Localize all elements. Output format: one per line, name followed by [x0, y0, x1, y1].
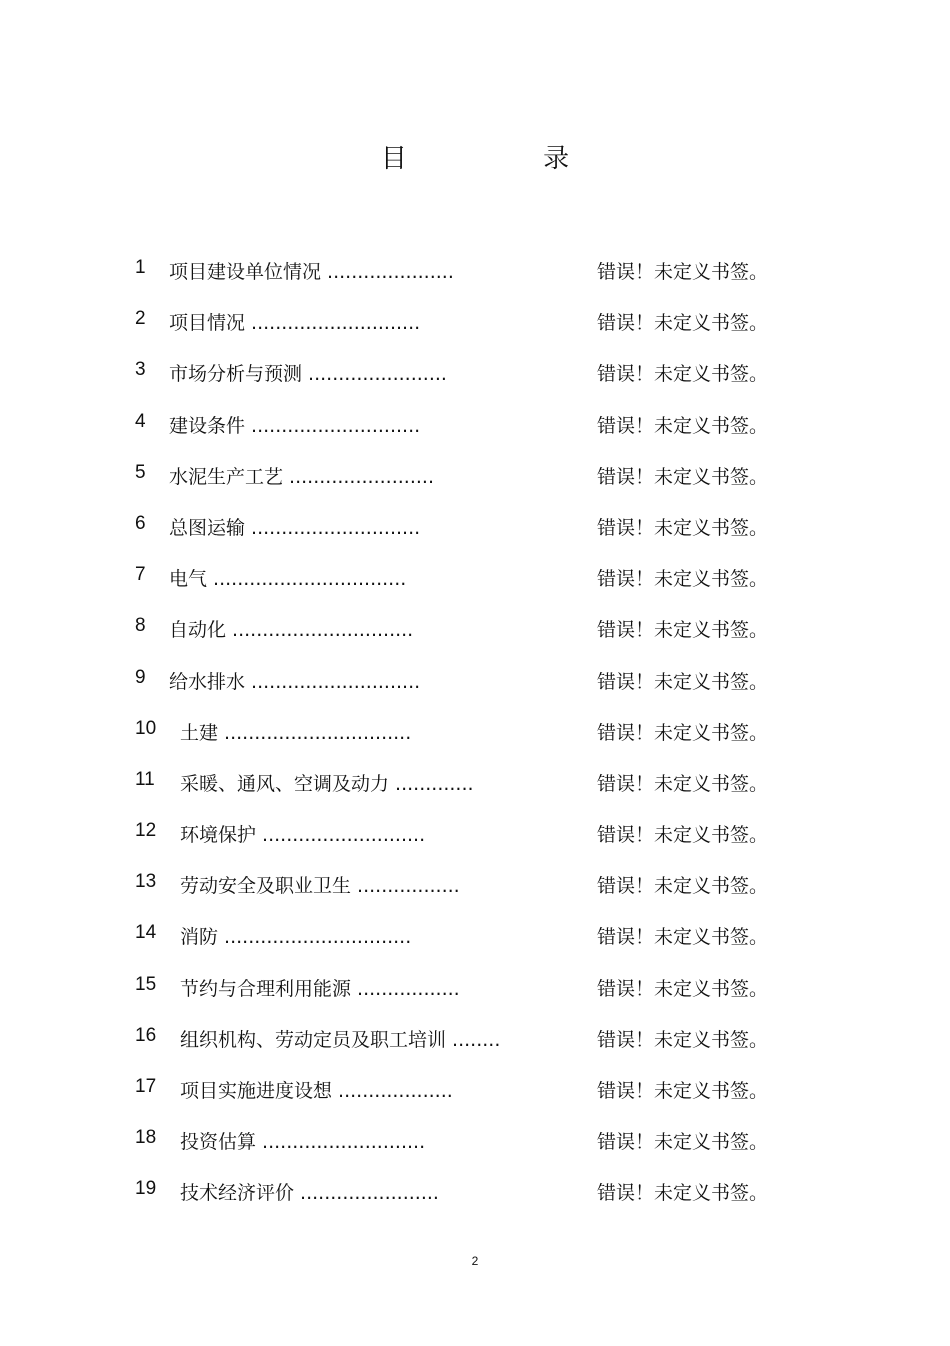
toc-entry[interactable]	[0, 663, 950, 714]
toc-entry[interactable]	[0, 765, 950, 816]
toc-entry-page-ref: 错误！未定义书签。	[597, 619, 769, 642]
toc-entry-label: 总图运输 ............................	[169, 516, 421, 539]
toc-entry-number: 5	[135, 461, 146, 483]
toc-entry-label: 采暖、通风、空调及动力 .............	[180, 772, 474, 795]
toc-entry-page-ref: 错误！未定义书签。	[597, 1028, 769, 1051]
toc-entry-label: 投资估算 ...........................	[180, 1131, 426, 1154]
toc-entry-page-ref: 错误！未定义书签。	[597, 465, 769, 488]
toc-entry-label: 电气 ................................	[169, 568, 407, 591]
toc-entry-page-ref: 错误！未定义书签。	[597, 721, 769, 744]
toc-entry-number: 13	[135, 871, 157, 893]
toc-entry-label: 项目情况 ............................	[169, 312, 421, 335]
toc-title: 目 录	[380, 144, 634, 174]
page-number: 2	[471, 1254, 479, 1268]
toc-entry-label: 环境保护 ...........................	[180, 824, 426, 847]
toc-entry-number: 11	[135, 768, 155, 790]
toc-entry-number: 18	[135, 1127, 157, 1149]
toc-entry-page-ref: 错误！未定义书签。	[597, 926, 769, 949]
toc-entry-number: 6	[135, 512, 146, 534]
toc-entry[interactable]	[0, 407, 950, 458]
toc-entry-label: 土建 ...............................	[180, 721, 412, 744]
toc-entry[interactable]	[0, 970, 950, 1021]
toc-entry[interactable]	[0, 1174, 950, 1225]
toc-entry[interactable]	[0, 714, 950, 765]
toc-entry[interactable]	[0, 1072, 950, 1123]
toc-entry-label: 组织机构、劳动定员及职工培训 ........	[180, 1028, 501, 1051]
toc-entry-number: 8	[135, 615, 146, 637]
toc-entry-page-ref: 错误！未定义书签。	[597, 977, 769, 1000]
toc-entry[interactable]	[0, 304, 950, 355]
toc-entry-number: 1	[135, 257, 146, 278]
toc-entry-page-ref: 错误！未定义书签。	[597, 516, 769, 539]
toc-entry-page-ref: 错误！未定义书签。	[597, 824, 769, 847]
toc-entry-page-ref: 错误！未定义书签。	[597, 1131, 769, 1154]
toc-entry-number: 15	[135, 973, 157, 995]
toc-entry[interactable]	[0, 1123, 950, 1174]
toc-entry[interactable]	[0, 355, 950, 406]
toc-entry-page-ref: 错误！未定义书签。	[597, 261, 769, 283]
toc-entry-label: 劳动安全及职业卫生 .................	[180, 875, 460, 898]
toc-entry-number: 9	[135, 666, 146, 688]
toc-entry-number: 2	[135, 308, 146, 330]
toc-entry[interactable]	[0, 458, 950, 509]
toc-entry[interactable]	[0, 611, 950, 662]
toc-entry[interactable]	[0, 560, 950, 611]
toc-entry-number: 7	[135, 564, 146, 586]
toc-entry-number: 4	[135, 410, 146, 432]
toc-entry[interactable]	[0, 816, 950, 867]
toc-entry[interactable]	[0, 918, 950, 969]
toc-entry-page-ref: 错误！未定义书签。	[597, 363, 769, 386]
toc-entry-page-ref: 错误！未定义书签。	[597, 875, 769, 898]
toc-entry-number: 17	[135, 1076, 157, 1097]
toc-entry-number: 10	[135, 717, 157, 739]
toc-entry[interactable]	[0, 253, 950, 304]
toc-entry[interactable]	[0, 1021, 950, 1072]
toc-entry-label: 建设条件 ............................	[169, 414, 421, 437]
toc-entry-page-ref: 错误！未定义书签。	[597, 772, 769, 795]
toc-entry-page-ref: 错误！未定义书签。	[597, 670, 769, 693]
toc-entry-label: 自动化 ..............................	[169, 619, 414, 642]
toc-entry-label: 项目建设单位情况 .....................	[169, 261, 454, 283]
toc-entry-page-ref: 错误！未定义书签。	[597, 1080, 769, 1102]
toc-entry-label: 技术经济评价 .......................	[180, 1182, 439, 1205]
toc-entry-number: 19	[135, 1178, 157, 1200]
toc-entry-number: 16	[135, 1024, 157, 1046]
toc-entry-number: 3	[135, 359, 146, 381]
toc-entry[interactable]	[0, 509, 950, 560]
toc-entry-page-ref: 错误！未定义书签。	[597, 568, 769, 591]
toc-list	[0, 253, 950, 1226]
toc-entry-label: 消防 ...............................	[180, 926, 412, 949]
toc-entry-label: 市场分析与预测 .......................	[169, 363, 447, 386]
toc-entry-label: 给水排水 ............................	[169, 670, 421, 693]
toc-entry-number: 12	[135, 820, 157, 842]
toc-entry-label: 项目实施进度设想 ...................	[180, 1080, 453, 1102]
toc-entry-label: 水泥生产工艺 ........................	[169, 465, 434, 488]
toc-entry-page-ref: 错误！未定义书签。	[597, 312, 769, 335]
toc-entry-page-ref: 错误！未定义书签。	[597, 414, 769, 437]
toc-entry-number: 14	[135, 922, 157, 944]
toc-entry[interactable]	[0, 867, 950, 918]
toc-entry-page-ref: 错误！未定义书签。	[597, 1182, 769, 1205]
toc-entry-label: 节约与合理利用能源 .................	[180, 977, 460, 1000]
